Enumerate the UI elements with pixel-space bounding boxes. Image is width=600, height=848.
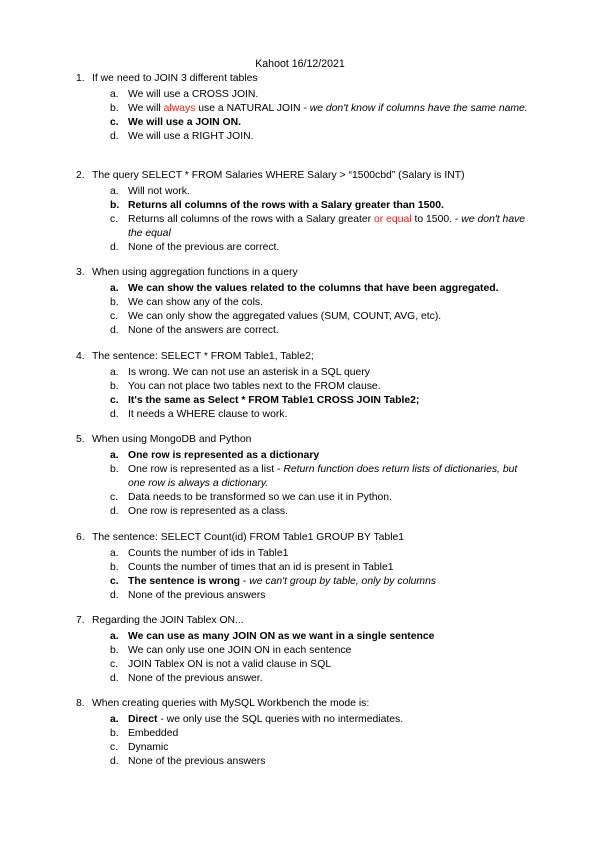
question-5 xyxy=(76,433,536,519)
option-correct: c. The sentence is wrong - we can't group by table, only by columns xyxy=(110,576,437,587)
question-text: Regarding the JOIN Tablex ON... xyxy=(92,615,244,626)
question-text: The query SELECT * FROM Salaries WHERE Salary > “1500cbd” (Salary is INT) xyxy=(92,170,465,181)
option: a. Counts the number of ids in Table1 xyxy=(110,548,289,559)
option: d. None of the previous answers xyxy=(110,756,266,767)
option-correct: c. It's the same as Select * FROM Table1 CROSS JOIN Table2; xyxy=(110,395,420,406)
question-6 xyxy=(76,531,536,603)
highlight-word: or equal xyxy=(374,214,412,225)
question-number: 8. xyxy=(76,698,85,709)
question-text: The sentence: SELECT * FROM Table1, Table2; xyxy=(92,351,314,362)
option: b. One row is represented as a list - Return function does return lists of dictionaries, but one row is always a dictionary. xyxy=(110,464,518,489)
annotation-note: we can't group by table, only by columns xyxy=(249,576,437,587)
option: c. Data needs to be transformed so we can use it in Python. xyxy=(110,492,392,503)
option: b. You can not place two tables next to the FROM clause. xyxy=(110,381,381,392)
question-text: When creating queries with MySQL Workbench the mode is: xyxy=(92,698,370,709)
option: d. One row is represented as a class. xyxy=(110,506,288,517)
option: c. We can only show the aggregated values (SUM, COUNT, AVG, etc). xyxy=(110,311,442,322)
annotation-note: Return function does return lists of dictionaries, but one row is always a dictionary. xyxy=(128,464,518,489)
question-7 xyxy=(76,614,536,686)
option-correct: a. We can show the values related to the columns that have been aggregated. xyxy=(110,283,499,294)
option-correct: a. Direct - we only use the SQL queries with no intermediates. xyxy=(110,714,404,725)
option: d. None of the previous answers xyxy=(110,590,266,601)
option: d. It needs a WHERE clause to work. xyxy=(110,409,288,420)
option: c. Dynamic xyxy=(110,742,169,753)
question-1 xyxy=(76,72,536,144)
option: a. Will not work. xyxy=(110,186,190,197)
annotation-note: we don't have the equal xyxy=(128,214,526,239)
option: d. None of the previous are correct. xyxy=(110,242,280,253)
question-number: 3. xyxy=(76,267,85,278)
option: d. We will use a RIGHT JOIN. xyxy=(110,131,254,142)
question-text: The sentence: SELECT Count(id) FROM Table1 GROUP BY Table1 xyxy=(92,532,405,543)
annotation-note: we don't know if columns have the same name. xyxy=(309,103,528,114)
option: b. We can only use one JOIN ON in each sentence xyxy=(110,645,352,656)
option: c. Returns all columns of the rows with a Salary greater or equal to 1500. - we don't have the equal xyxy=(110,214,526,239)
option: b. Counts the number of times that an id is present in Table1 xyxy=(110,562,394,573)
option: a. Is wrong. We can not use an asterisk in a SQL query xyxy=(110,367,370,378)
question-number: 4. xyxy=(76,351,85,362)
question-number: 1. xyxy=(76,73,85,84)
option: d. None of the answers are correct. xyxy=(110,325,279,336)
question-text: When using aggregation functions in a query xyxy=(92,267,298,278)
option: c. JOIN Tablex ON is not a valid clause in SQL xyxy=(110,659,332,670)
question-text: If we need to JOIN 3 different tables xyxy=(92,73,258,84)
option: d. None of the previous answer. xyxy=(110,673,263,684)
question-2 xyxy=(76,169,536,255)
question-number: 7. xyxy=(76,615,85,626)
question-8 xyxy=(76,697,536,769)
question-text: When using MongoDB and Python xyxy=(92,434,252,445)
option-correct: a. One row is represented as a dictionary xyxy=(110,450,320,461)
question-number: 5. xyxy=(76,434,85,445)
option: a. We will use a CROSS JOIN. xyxy=(110,89,259,100)
option-correct: c. We will use a JOIN ON. xyxy=(110,117,241,128)
option: b. Embedded xyxy=(110,728,179,739)
question-number: 2. xyxy=(76,170,85,181)
option: b. We will always use a NATURAL JOIN - we don't know if columns have the same name. xyxy=(110,103,528,114)
question-number: 6. xyxy=(76,532,85,543)
highlight-word: always xyxy=(163,103,196,114)
option-correct: a. We can use as many JOIN ON as we want in a single sentence xyxy=(110,631,435,642)
document-title: Kahoot 16/12/2021 xyxy=(255,58,345,70)
question-3 xyxy=(76,266,536,338)
question-4 xyxy=(76,350,536,422)
option-correct: b. Returns all columns of the rows with a Salary greater than 1500. xyxy=(110,200,444,211)
option: b. We can show any of the cols. xyxy=(110,297,263,308)
